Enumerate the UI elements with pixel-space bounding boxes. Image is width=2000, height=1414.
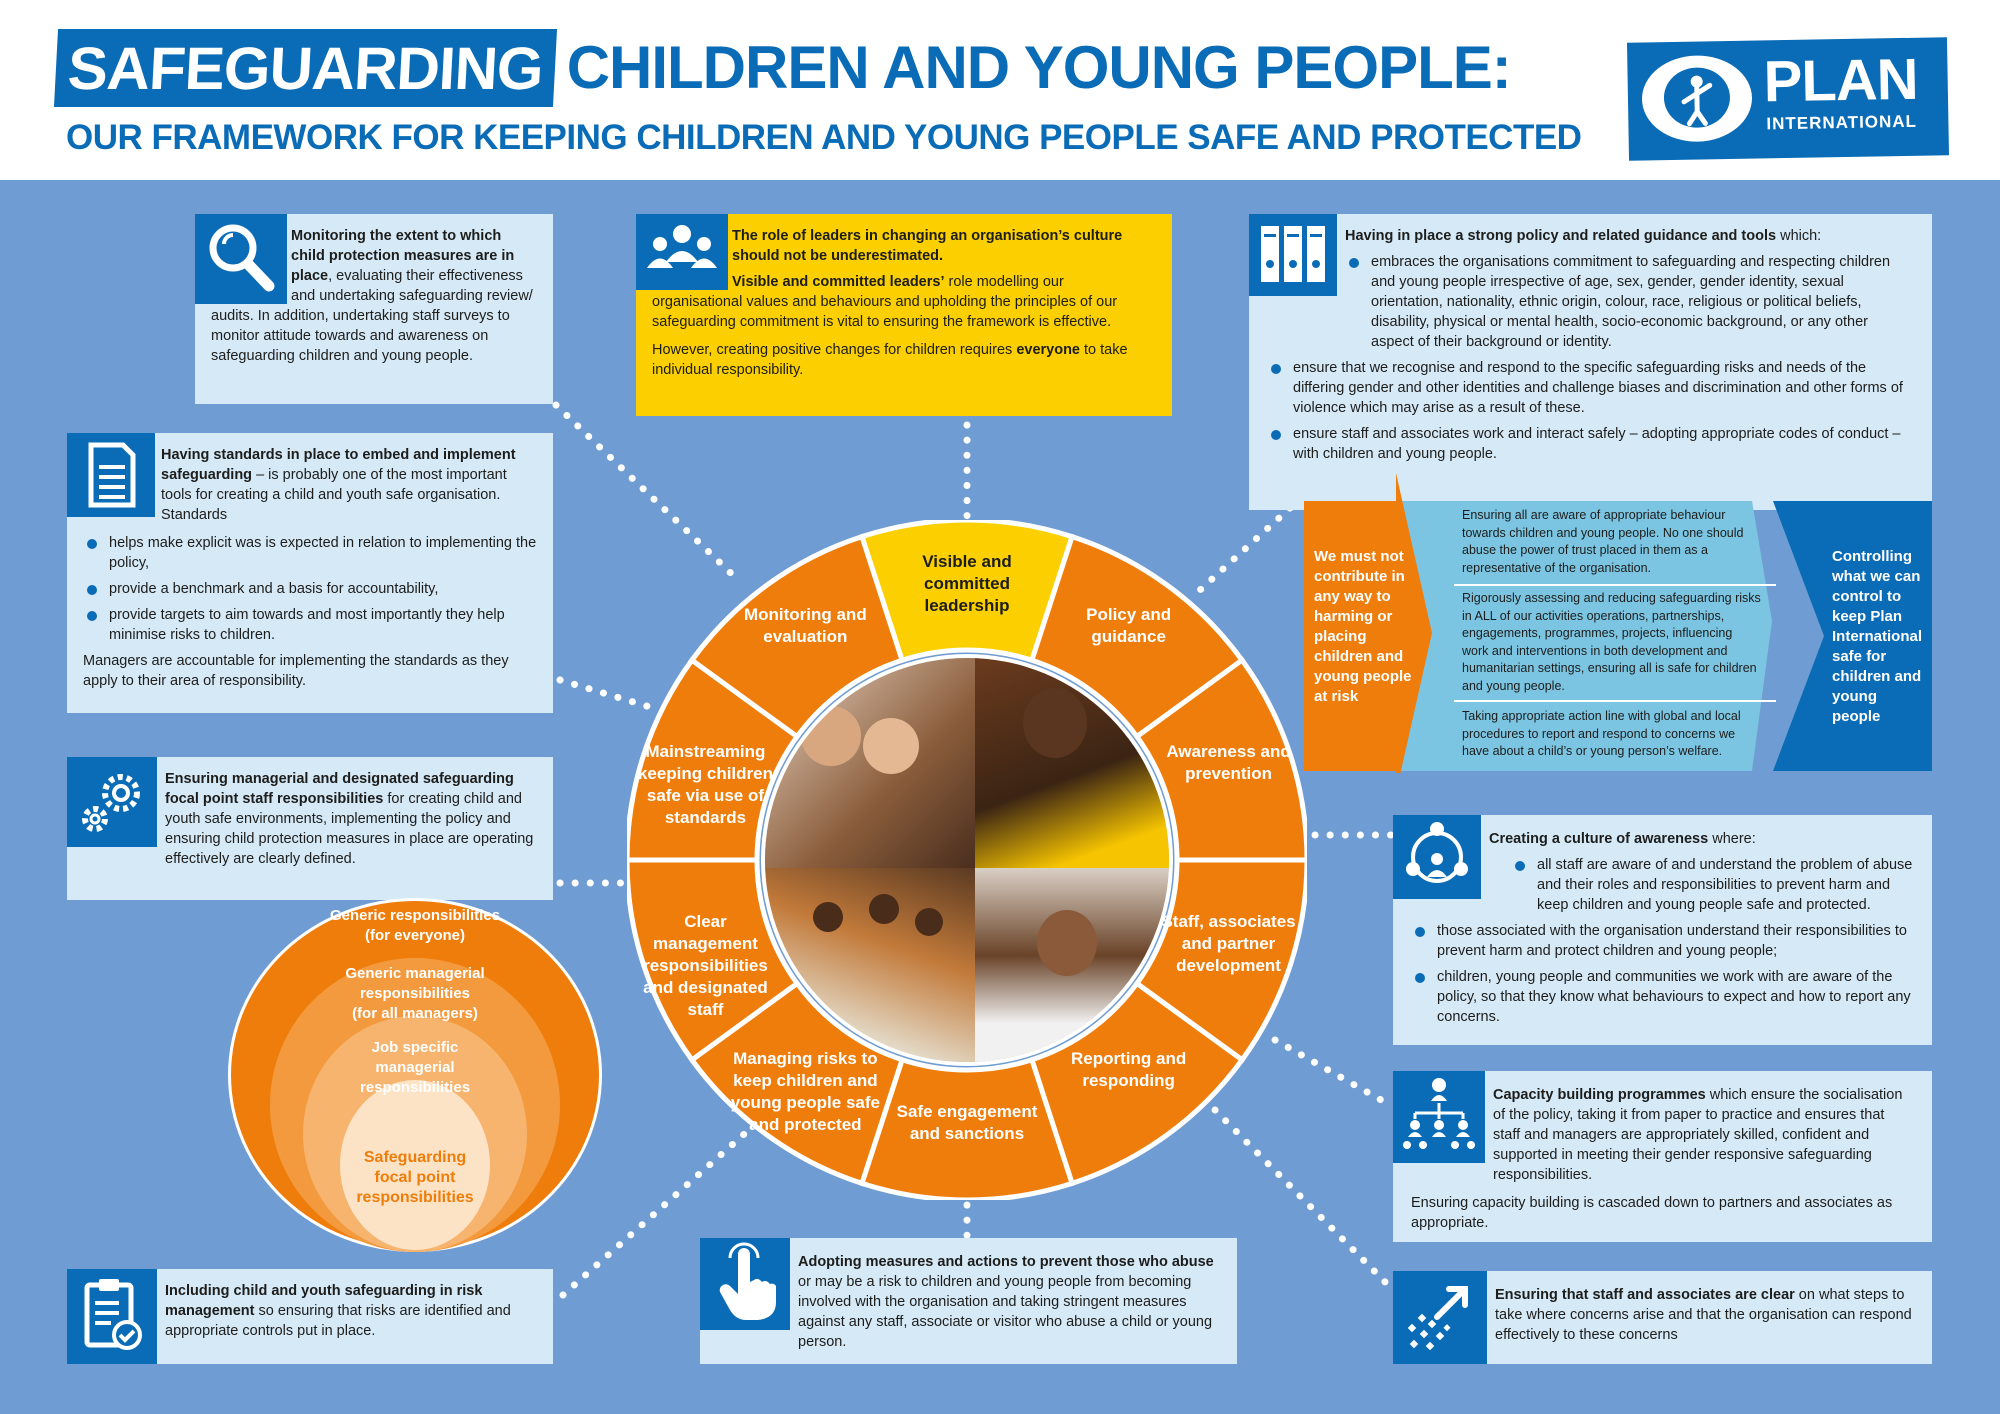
list-item: helps make explicit was is expected in relation to implementing the policy, [83,533,537,573]
clear-text: on what steps to take where concerns arise and that the organisation can respond effectively to these concerns [1495,1287,1912,1343]
circle-label: Generic managerial responsibilities [345,965,485,1002]
arrow-panel-right: Controlling what we can control to keep Plan International safe for children and young people [1832,548,1923,725]
page-subtitle: OUR FRAMEWORK FOR KEEPING CHILDREN AND YOUNG PEOPLE SAFE AND PROTECTED [66,118,1582,157]
policy-box [1249,214,1932,510]
risk-text: so ensuring that risks are identified and appropriate controls put in place. [165,1303,511,1339]
center-photo [765,658,1169,1062]
leaders-bold-2: Visible and committed leaders’ [732,274,945,290]
standards-text: – is probably one of the most important tools for creating a child and youth safe organisation. Standards [161,467,507,523]
hierarchy-icon [1393,1071,1485,1163]
circle-label: Job specific managerial responsibilities [360,1039,471,1096]
group-icon [636,214,728,290]
framework-wheel [627,520,1307,1200]
logo-sub: INTERNATIONAL [1766,111,1918,134]
responsibility-circles [228,898,602,1252]
standards-bullets [83,533,537,645]
arrow-panel [1304,473,1932,773]
binders-icon [1249,214,1337,296]
leaders-box [636,214,1172,416]
capacity-box [1393,1071,1932,1242]
circle-sublabel: (for all managers) [352,1005,478,1022]
clear-bold: Ensuring that staff and associates are clear [1495,1287,1795,1303]
risk-box [67,1269,553,1364]
list-item: those associated with the organisation understand their responsibilities to prevent harm and protect children and young people; [1411,921,1914,961]
policy-bullets [1267,252,1914,464]
photo-children-playing [765,868,975,1062]
arrow-panel-item-3: Taking appropriate action line with global and local procedures to report and respond to concerns we have about a child’s or young person’s welfare. [1462,709,1741,758]
list-item: ensure staff and associates work and interact safely – adopting appropriate codes of conduct – with children and young people. [1267,424,1914,464]
standards-box [67,433,553,713]
capacity-footer: Ensuring capacity building is cascaded down to partners and associates as appropriate. [1411,1195,1893,1231]
wheel-segment-label: Clear management responsibilities and designated staff [643,911,768,1019]
wheel-segment-label: Policy and guidance [1086,604,1172,646]
culture-bold: Creating a culture of awareness [1489,831,1709,847]
standards-footer: Managers are accountable for implementing the standards as they apply to their area of responsibility. [83,653,509,689]
gears-icon [67,757,157,847]
wheel-segment-label: Visible and committed leadership [922,552,1012,615]
capacity-text: which ensure the socialisation of the policy, taking it from paper to practice and ensures that staff and managers are appropriately skilled, confident and supported in meeting their gender responsive safeguarding responsibilities. [1493,1087,1903,1183]
wheel-segment-label: Safe engagement and sanctions [896,1102,1038,1143]
logo-name: PLAN [1763,46,1919,115]
arrow-panel-item-1: Ensuring all are aware of appropriate behaviour towards children and young people. No one should abuse the power of trust placed in them as a representative of the organisation. [1462,508,1744,575]
monitoring-box [195,214,553,404]
prevent-text: or may be a risk to children and young people from becoming involved with the organisation and taking stringent measures against any staff, associate or visitor who abuse a child or young person. [798,1274,1213,1350]
leaders-bold-3: everyone [1016,342,1080,358]
list-item: embraces the organisations commitment to safeguarding and respecting children and young people irrespective of age, sex, gender, gender identity, sexual orientation, nationality, ethnic origin, colour, race, religious or political beliefs, disability, physical or mental health, socio-economic background, or any other aspect of their background or identity. [1345,252,1914,352]
culture-text: where: [1708,831,1756,847]
wheel-segment-label: Managing risks to keep children and young people safe and protected [730,1049,880,1135]
list-item: all staff are aware of and understand the problem of abuse and their roles and responsibilities to prevent harm and keep children and young people safe and protected. [1511,855,1914,915]
clipboard-icon [67,1269,157,1364]
list-item: ensure that we recognise and respond to the specific safeguarding risks and needs of the differing gender and other identities and challenge biases and discrimination and other forms of violence which may arise as a result of these. [1267,358,1914,418]
prevent-bold: Adopting measures and actions to prevent those who abuse [798,1254,1214,1270]
wheel-segment-label: Mainstreaming keeping children safe via use of standards [637,742,773,828]
title-highlight: SAFEGUARDING [54,29,557,107]
managerial-text: for creating child and youth safe environments, implementing the policy and ensuring child protection measures in place are operating effectively are clearly defined. [165,791,534,867]
list-item: provide targets to aim towards and most importantly they help minimise risks to children. [83,605,537,645]
arrow-panel-left: We must not contribute in any way to harming or placing children and young people at risk [1314,548,1412,705]
wheel-segment-label: Awareness and prevention [1166,742,1291,784]
network-people-icon [1393,815,1481,899]
policy-text: which: [1776,228,1822,244]
circle-label: Safeguarding focal point responsibilities [356,1149,474,1206]
wheel-segment-label: Staff, associates and partner development [1161,911,1296,975]
culture-box [1393,815,1932,1045]
risk-bold: Including child and youth safeguarding in risk management [165,1283,483,1319]
monitoring-bold: Monitoring the extent to which child protection measures are in place [291,228,515,284]
circle-sublabel: (for everyone) [364,927,466,944]
capacity-bold: Capacity building programmes [1493,1087,1706,1103]
pointer-hand-icon [700,1238,790,1330]
arrow-scatter-icon [1393,1271,1487,1364]
arrow-panel-item-2: Rigorously assessing and reducing safeguarding risks in ALL of our activities operations, partnerships, engagements, programmes, projects, influencing work and interventions in both development and humanitarian settings, ensuring all is safe for children and young people. [1462,591,1761,693]
circle-label: Generic responsibilities [329,907,501,924]
standards-bold: Having standards in place to embed and implement safeguarding [161,447,516,483]
leaders-text-3a: However, creating positive changes for children requires [652,342,1017,358]
list-item: provide a benchmark and a basis for accountability, [83,579,537,599]
leaders-text-2: role modelling our organisational values and behaviours and upholding the principles of our safeguarding commitment is vital to ensuring the framework is effective. [652,274,1118,330]
policy-bold: Having in place a strong policy and related guidance and tools [1345,228,1777,244]
managerial-box [67,757,553,900]
photo-girl-smiling [975,658,1169,868]
clear-box [1393,1271,1932,1364]
wheel-segment-label: Monitoring and evaluation [743,604,867,646]
page-title: CHILDREN AND YOUNG PEOPLE: [566,34,1511,101]
managerial-bold: Ensuring managerial and designated safeguarding focal point staff responsibilities [165,771,514,807]
magnifier-icon [195,214,287,304]
document-icon [67,433,155,517]
leaders-text-3b: to take individual responsibility. [652,342,1128,378]
wheel-segment-label: Reporting and responding [1071,1049,1187,1091]
leaders-bold-1: The role of leaders in changing an organisation’s culture should not be underestimated. [732,228,1123,264]
monitoring-text: , evaluating their effectiveness and undertaking safeguarding review/ audits. In addition, undertaking staff surveys to monitor attitude towards and awareness on safeguarding children and young people. [211,268,533,364]
prevent-box [700,1238,1237,1364]
culture-bullets [1411,855,1914,1027]
list-item: children, young people and communities we work with are aware of the policy, so that they know what behaviours to expect and how to report any concerns. [1411,967,1914,1027]
